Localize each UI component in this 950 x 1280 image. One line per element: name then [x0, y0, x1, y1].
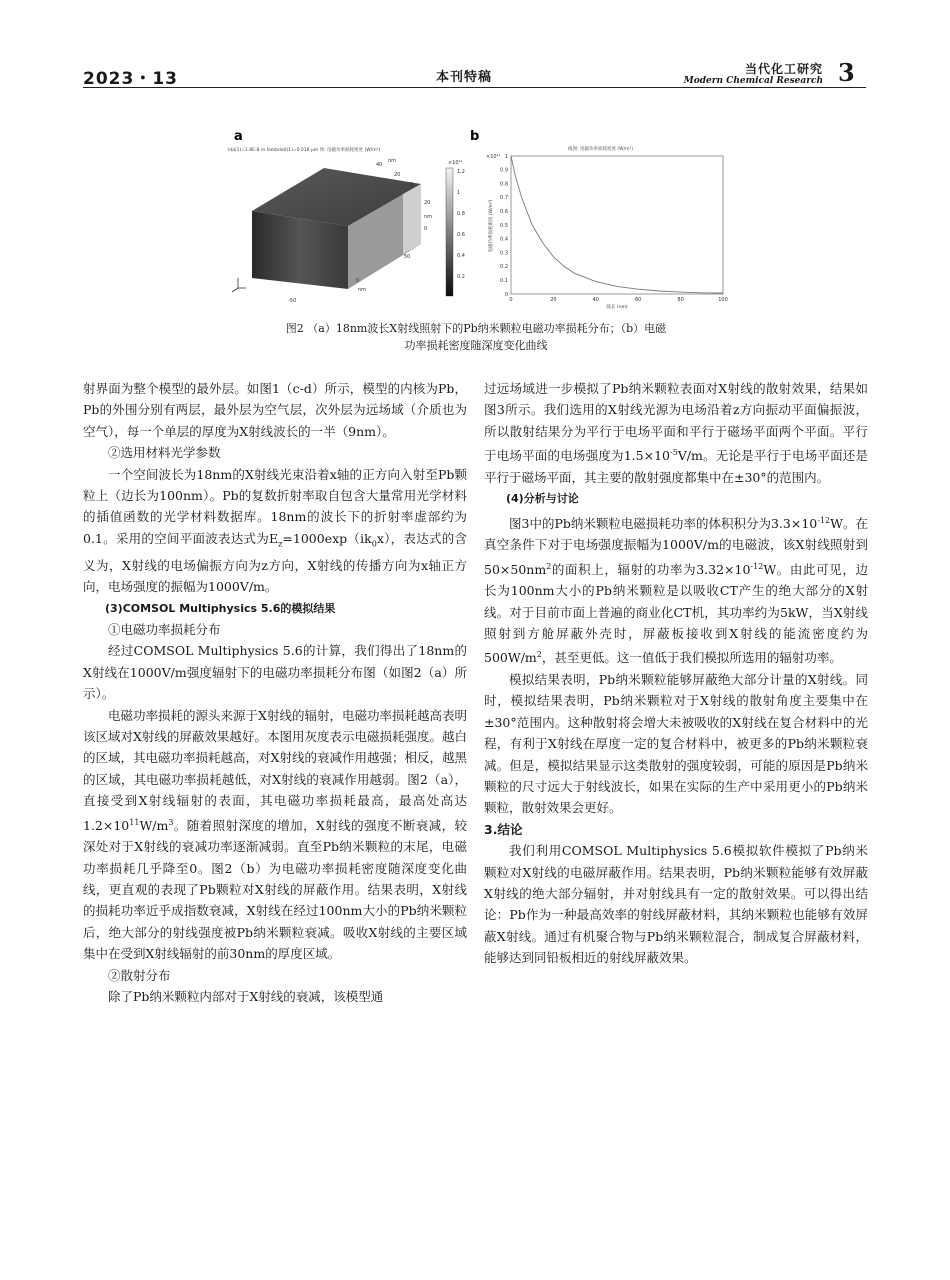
axis-tick-a: 0 — [356, 278, 360, 284]
y-tick-label: 0.9 — [500, 167, 508, 174]
y-tick-label: 0 — [504, 291, 508, 298]
axis-tick-a: -50 — [288, 298, 297, 304]
left-column — [83, 378, 467, 1007]
paragraph: 过远场域进一步模拟了Pb纳米颗粒表面对X射线的散射效果，结果如图3所示。我们选用的X射线光源为电场沿着z方向振动平面偏振波，所以散射结果分为平行于电场平面和平行于磁场平面两个平面。平行于电场平面的电场强度为$1.5\times 10^{-5}V/m$。无论是平行于电场平面还是平行于磁场平面，其主要的散射强度都集中在±30°的范围内。 — [484, 381, 868, 485]
subsection-heading: ②选用材料光学参数 — [108, 445, 221, 461]
plot-frame — [511, 156, 723, 294]
axis-tick-a: nm — [388, 158, 397, 164]
figure-caption-line2: 功率损耗密度随深度变化曲线 — [404, 339, 548, 352]
x-tick-label: 0 — [509, 297, 513, 303]
x-tick-label: 60 — [635, 297, 642, 303]
y-tick-label: 0.2 — [500, 264, 508, 271]
paragraph: 射界面为整个模型的最外层。如图1（c-d）所示，模型的内核为Pb，Pb的外围分别有两层，最外层为空气层，次外层为远场域（介质也为空气），每一个单层的厚度为X射线波长的一半（9nm）。 — [83, 381, 467, 439]
axis-tick-a: 20 — [394, 172, 401, 178]
paragraph: 除了Pb纳米颗粒内部对于X射线的衰减，该模型通 — [108, 989, 384, 1005]
axis-tick-a: 50 — [404, 254, 411, 260]
series-line — [511, 156, 723, 293]
colorbar-tick: 0.4 — [457, 253, 465, 259]
y-tick-label: 0.8 — [500, 181, 508, 188]
paragraph: 电磁功率损耗的源头来源于X射线的辐射，电磁功率损耗越高表明该区域对X射线的屏蔽效果越好。本图用灰度表示电磁损耗强度。越白的区域，其电磁功率损耗越高，对X射线的衰减作用越强；相反，越黑的区域，其电磁功率损耗越低，对X射线的衰减作用越弱。图2（a），直接受到X射线辐射的表面，其电磁功率损耗最高，最高处高达$1.2\times 10^{11}W/m^3$。随着照射深度的增加，X射线的强度不断衰减，较深处对于X射线的衰减功率逐渐减弱。直至Pb纳米颗粒的末尾，电磁功率损耗几乎降至0。图2（b）为电磁功率损耗密度随深度变化曲线，更直观的表现了Pb颗粒对X射线的屏蔽作用。结果表明，X射线的损耗功率近乎成指数衰减，X射线在经过100nm大小的Pb纳米颗粒后，绝大部分的射线强度被Pb纳米颗粒衰减。吸收X射线的主要区域集中在受到X射线辐射的前30nm的厚度区域。 — [83, 707, 467, 962]
chart-title: 线图: 电磁功率损耗密度 (W/m³) — [568, 147, 634, 152]
x-tick-label: 80 — [677, 297, 684, 303]
y-tick-label: 0.5 — [500, 222, 508, 229]
colorbar-tick: 1.2 — [457, 169, 465, 175]
y-tick-label: 0.3 — [500, 250, 508, 257]
colorbar-tick: 1 — [457, 190, 461, 196]
axis-tick-a: nm — [424, 214, 433, 220]
header-rule — [83, 87, 866, 88]
paragraph: 我们利用COMSOL Multiphysics 5.6模拟软件模拟了Pb纳米颗粒对X射线的电磁屏蔽作用。结果表明，Pb纳米颗粒能够有效屏蔽X射线的绝大部分辐射，并对射线具有一定的散射效果。可以得出结论：Pb作为一种最高效率的射线屏蔽材料，其纳米颗粒也能够有效屏蔽X射线。通过有机聚合物与Pb纳米颗粒混合，制成复合屏蔽材料，能够达到同铅板相近的射线屏蔽效果。 — [484, 843, 868, 966]
paragraph: 经过COMSOL Multiphysics 5.6的计算，我们得出了18nm的X射线在1000V/m强度辐射下的电磁功率损耗分布图（如图2（a）所示）。 — [83, 643, 467, 702]
section-heading: (3)COMSOL Multiphysics 5.6的模拟结果 — [105, 601, 336, 615]
y-tick-label: 0.7 — [500, 195, 508, 202]
axis-tick-a: 0 — [410, 182, 414, 188]
chart-xlabel: 弧长 (nm) — [606, 305, 628, 310]
panel-a-label: a — [234, 129, 243, 144]
axis-tick-a: 40 — [376, 162, 383, 168]
colorbar-exp: ×10¹¹ — [448, 160, 463, 166]
colorbar-tick: 0.6 — [457, 232, 465, 238]
x-tick-label: 100 — [718, 297, 728, 303]
axis-tick-a: 20 — [424, 200, 431, 206]
paragraph: 一个空间波长为18nm的X射线光束沿着x轴的正方向入射至Pb颗粒上（边长为100nm）。Pb的复数折射率取自包含大量常用光学材料的插值函数的光学材料数据库。18nm的波长下的折射率虚部约为0.1。采用的空间平面波表达式为$E_z=1000\exp(ik_0x)$，表达式的含义为，X射线的电场偏振方向为z方向，X射线的传播方向为x轴正方向，电场强度的振幅为1000V/m。 — [83, 466, 467, 595]
subsection-heading: ①电磁功率损耗分布 — [108, 621, 221, 637]
y-tick-label: 0.4 — [500, 236, 508, 243]
x-tick-label: 40 — [592, 297, 599, 303]
chart-y-ticks — [500, 154, 508, 298]
axes-triad-icon — [232, 278, 246, 292]
issue-label: 2023・13 — [83, 69, 178, 89]
colorbar-tick: 0.2 — [457, 274, 465, 280]
colorbar-ticks — [457, 169, 465, 280]
colorbar-tick: 0.8 — [457, 211, 465, 217]
right-column — [484, 378, 868, 969]
cuboid-side-bright — [403, 184, 421, 254]
figure-2-svg — [228, 126, 733, 316]
y-tick-label: 1 — [504, 153, 508, 160]
x-tick-label: 20 — [550, 297, 557, 303]
axis-tick-a: 0 — [424, 226, 428, 232]
y-tick-label: 0.1 — [500, 278, 508, 284]
page-number: 3 — [838, 58, 855, 87]
section-heading: (4)分析与讨论 — [506, 492, 579, 506]
panel-a-top-text: lda(1)=1.8E-8 m lambda0(1)=0.018 μm 体: 电磁功率损耗密度 (W/m³) — [228, 148, 381, 153]
chart-x-ticks — [509, 297, 727, 303]
colorbar — [446, 168, 453, 296]
chart-ylabel: 电磁功率损耗密度 (W/m³) — [489, 199, 494, 253]
figure-caption-line1: 图2 （a）18nm波长X射线照射下的Pb纳米颗粒电磁功率损耗分布；（b）电磁 — [285, 322, 667, 335]
panel-b-label: b — [470, 129, 480, 144]
figure-2 — [228, 126, 733, 316]
chart-y-exp: ×10¹¹ — [486, 154, 501, 160]
column-title: 本刊特稿 — [436, 70, 493, 85]
y-tick-label: 0.6 — [500, 209, 508, 215]
axis-tick-a: nm — [358, 287, 367, 293]
journal-title-cn: 当代化工研究 — [744, 62, 823, 76]
subsection-heading: ②散射分布 — [108, 967, 171, 983]
journal-title-en: Modern Chemical Research — [683, 76, 823, 86]
paragraph: 模拟结果表明，Pb纳米颗粒能够屏蔽绝大部分计量的X射线。同时，模拟结果表明，Pb纳米颗粒对于X射线的散射角度主要集中在±30°范围内。这种散射将会增大未被吸收的X射线在复合材料中的光程，有利于X射线在厚度一定的复合材料中，被更多的Pb纳米颗粒衰减。但是，模拟结果显示这类散射的强度较弱，可能的原因是Pb纳米颗粒的尺寸远大于射线波长，如果在实际的生产中采用更小的Pb纳米颗粒，散射效果会更好。 — [484, 671, 868, 816]
section-heading: 3.结论 — [484, 821, 523, 837]
paragraph: 图3中的Pb纳米颗粒电磁损耗功率的体积积分为$3.3\times 10^{-12}W$。在真空条件下对于电场强度振幅为1000V/m的电磁波，该X射线照射到$50\times 50nm^2$的面积上，辐射的功率为$3.32\times 10^{-12}W$。由此可见，边长为100nm大小的Pb纳米颗粒是以吸收CT产生的绝大部分的X射线。对于目前市面上普遍的商业化CT机，其功率约为5kW，当X射线照射到方舱屏蔽外壳时，屏蔽板接收到X射线的能流密度约为$500W/m^2$，甚至更低。这一值低于我们模拟所选用的辐射功率。 — [484, 515, 868, 666]
